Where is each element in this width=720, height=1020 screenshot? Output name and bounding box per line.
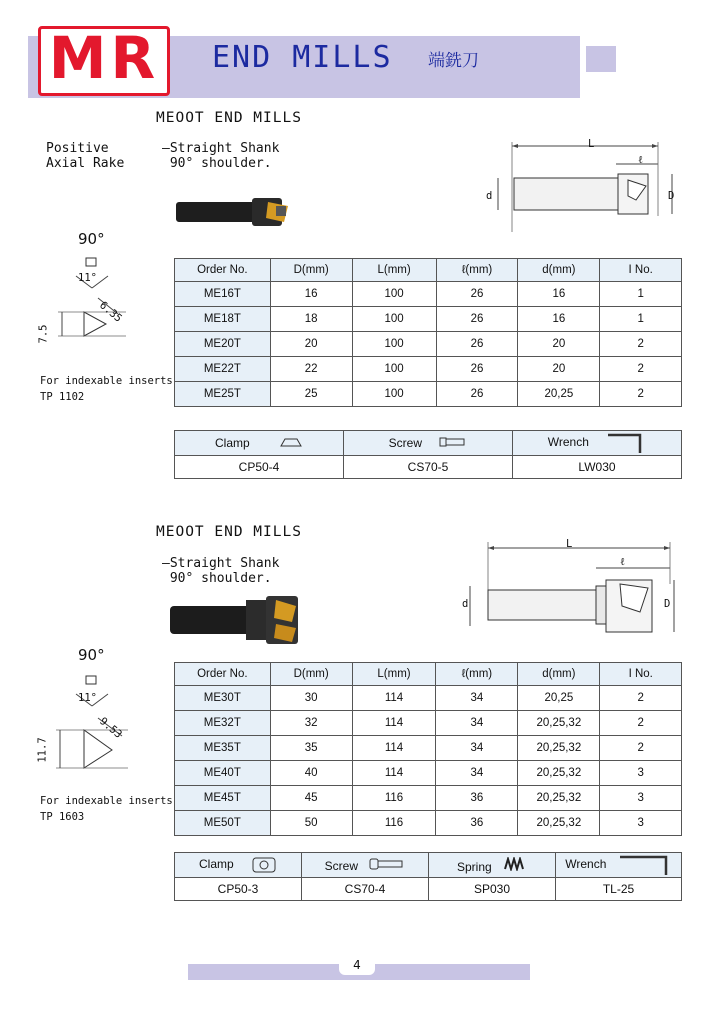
insert-drawing-2 — [40, 672, 136, 776]
cell: SP030 — [429, 878, 556, 901]
wrench-label: Wrench — [547, 435, 589, 450]
cell: ME18T — [175, 307, 271, 332]
cell: 20,25,32 — [518, 711, 600, 736]
cell: 36 — [436, 786, 518, 811]
cell: 2 — [600, 686, 682, 711]
cell: 25 — [270, 382, 352, 407]
cell: ME35T — [175, 736, 271, 761]
table-row — [175, 357, 682, 382]
cell: 100 — [352, 332, 436, 357]
cell: 16 — [518, 307, 600, 332]
accessories-value-row — [175, 878, 682, 901]
table-row — [175, 282, 682, 307]
accessory-wrench-header — [556, 853, 682, 878]
col-header: D(mm) — [270, 259, 352, 282]
cell: 20 — [270, 332, 352, 357]
spring-icon — [503, 857, 527, 871]
col-header: I No. — [600, 259, 682, 282]
table-row — [175, 811, 682, 836]
end-mill-photo-2 — [166, 594, 306, 650]
cell: CS70-5 — [344, 456, 513, 479]
table-row — [175, 736, 682, 761]
cell: 114 — [352, 711, 436, 736]
col-header: L(mm) — [352, 663, 436, 686]
accessory-screw-header — [302, 853, 429, 878]
clamp-icon — [251, 856, 277, 874]
insert2-height-label: 11.7 — [36, 737, 49, 763]
col-header: Order No. — [175, 663, 271, 686]
section2-title: MEOOT END MILLS — [156, 524, 302, 540]
cell: 26 — [436, 382, 518, 407]
wrench-icon — [606, 431, 646, 455]
screw-label: Screw — [388, 436, 422, 450]
cell: 100 — [352, 282, 436, 307]
accessories-header-row — [175, 853, 682, 878]
cell: ME22T — [175, 357, 271, 382]
cell: 40 — [270, 761, 352, 786]
cell: 3 — [600, 786, 682, 811]
table-row — [175, 711, 682, 736]
cell: CS70-4 — [302, 878, 429, 901]
accessories-value-row — [175, 456, 682, 479]
cell: 34 — [436, 736, 518, 761]
diagram1-label-d: d — [486, 190, 493, 202]
cell: 2 — [600, 382, 682, 407]
cell: ME20T — [175, 332, 271, 357]
cell: 100 — [352, 357, 436, 382]
cell: 20,25 — [518, 382, 600, 407]
table-row — [175, 686, 682, 711]
diagram1-label-L: L — [588, 138, 595, 150]
section2-desc-line2: 90° shoulder. — [162, 571, 272, 586]
cell: 116 — [352, 811, 436, 836]
diagram2-label-d: d — [462, 598, 469, 610]
insert1-height-label: 7.5 — [37, 324, 50, 344]
cell: ME45T — [175, 786, 271, 811]
cell: 3 — [600, 761, 682, 786]
cell: 45 — [270, 786, 352, 811]
diagram2-label-L: L — [566, 538, 573, 550]
table-header-row — [175, 663, 682, 686]
accessory-screw-header — [344, 431, 513, 456]
section1-rake-line1: Positive — [46, 141, 109, 156]
clamp-label: Clamp — [198, 857, 234, 872]
insert2-angle-label: 11° — [78, 692, 97, 704]
cell: CP50-4 — [175, 456, 344, 479]
cell: ME40T — [175, 761, 271, 786]
cell: 26 — [436, 332, 518, 357]
table-row — [175, 332, 682, 357]
section2-inserts-line1: For indexable inserts — [40, 795, 173, 807]
accessory-clamp-header — [175, 853, 302, 878]
cell: 1 — [600, 307, 682, 332]
page-number: 4 — [339, 955, 375, 975]
cell: 50 — [270, 811, 352, 836]
cell: 20,25,32 — [518, 736, 600, 761]
table-row — [175, 786, 682, 811]
clamp-label: Clamp — [214, 436, 250, 450]
cell: 1 — [600, 282, 682, 307]
col-header: d(mm) — [518, 259, 600, 282]
accessories-table-2 — [174, 852, 682, 901]
diagram1-label-l: ℓ — [638, 154, 644, 166]
cell: 2 — [600, 332, 682, 357]
cell: 114 — [352, 761, 436, 786]
section1-inserts-line1: For indexable inserts — [40, 375, 173, 387]
insert-drawing-1 — [40, 254, 136, 350]
table-header-row — [175, 259, 682, 282]
cell: 2 — [600, 711, 682, 736]
col-header: d(mm) — [518, 663, 600, 686]
table-row — [175, 761, 682, 786]
cell: 18 — [270, 307, 352, 332]
cell: LW030 — [513, 456, 682, 479]
cell: ME32T — [175, 711, 271, 736]
accessories-table-1 — [174, 430, 682, 479]
diagram2-label-D: D — [664, 598, 671, 610]
cell: 116 — [352, 786, 436, 811]
cell: 34 — [436, 761, 518, 786]
cell: CP50-3 — [175, 878, 302, 901]
cell: 26 — [436, 357, 518, 382]
insert1-side-label: 6.35 — [97, 299, 125, 325]
accessory-wrench-header — [513, 431, 682, 456]
cell: 16 — [518, 282, 600, 307]
cell: 114 — [352, 736, 436, 761]
cell: 16 — [270, 282, 352, 307]
cell: 20,25,32 — [518, 786, 600, 811]
cell: 20,25,32 — [518, 761, 600, 786]
accessory-clamp-header — [175, 431, 344, 456]
cell: 32 — [270, 711, 352, 736]
cell: 34 — [436, 686, 518, 711]
cell: 114 — [352, 686, 436, 711]
section1-inserts-line2: TP 1102 — [40, 391, 85, 403]
cell: ME25T — [175, 382, 271, 407]
cell: ME50T — [175, 811, 271, 836]
section2-desc-line1: —Straight Shank — [162, 556, 280, 571]
wrench-icon — [618, 853, 672, 877]
cell: 20,25,32 — [518, 811, 600, 836]
cell: 2 — [600, 736, 682, 761]
end-mill-photo-1 — [172, 196, 298, 230]
cell: 36 — [436, 811, 518, 836]
screw-label: Screw — [324, 858, 358, 873]
dimension-diagram-1 — [478, 136, 688, 236]
spec-table-1 — [174, 258, 682, 407]
screw-icon — [369, 858, 405, 870]
insert2-side-label: 9.53 — [97, 715, 125, 741]
cell: 2 — [600, 357, 682, 382]
cell: 26 — [436, 307, 518, 332]
page-title: END MILLS — [212, 40, 393, 75]
cell: TL-25 — [556, 878, 682, 901]
table-row — [175, 307, 682, 332]
cell: 26 — [436, 282, 518, 307]
col-header: D(mm) — [270, 663, 352, 686]
wrench-label: Wrench — [565, 857, 607, 872]
section2-inserts-line2: TP 1603 — [40, 811, 85, 823]
table-row — [175, 382, 682, 407]
cell: ME16T — [175, 282, 271, 307]
accessory-spring-header — [429, 853, 556, 878]
col-header: Order No. — [175, 259, 271, 282]
cell: 20,25 — [518, 686, 600, 711]
diagram1-label-D: D — [668, 190, 675, 202]
section2-angle: 90° — [78, 646, 105, 664]
cell: 30 — [270, 686, 352, 711]
cell: 20 — [518, 332, 600, 357]
cell: 34 — [436, 711, 518, 736]
spec-table-2 — [174, 662, 682, 836]
cell: 100 — [352, 382, 436, 407]
cell: 3 — [600, 811, 682, 836]
cell: 35 — [270, 736, 352, 761]
insert1-angle-label: 11° — [78, 272, 97, 284]
cell: 20 — [518, 357, 600, 382]
section1-desc-line2: 90° shoulder. — [162, 156, 272, 171]
col-header: I No. — [600, 663, 682, 686]
col-header: L(mm) — [352, 259, 436, 282]
accessories-header-row — [175, 431, 682, 456]
section1-rake-line2: Axial Rake — [46, 156, 125, 171]
col-header: ℓ(mm) — [436, 259, 518, 282]
section1-angle: 90° — [78, 230, 105, 248]
page-title-cjk: 端銑刀 — [428, 51, 479, 71]
header-square — [586, 46, 616, 72]
brand-logo: MR — [48, 24, 160, 92]
col-header: ℓ(mm) — [436, 663, 518, 686]
screw-icon — [439, 437, 467, 447]
cell: 100 — [352, 307, 436, 332]
section1-desc-line1: —Straight Shank — [162, 141, 280, 156]
cell: ME30T — [175, 686, 271, 711]
clamp-icon — [279, 437, 303, 447]
spring-label: Spring — [456, 859, 492, 874]
section1-title: MEOOT END MILLS — [156, 110, 302, 126]
diagram2-label-l: ℓ — [620, 556, 626, 568]
cell: 22 — [270, 357, 352, 382]
